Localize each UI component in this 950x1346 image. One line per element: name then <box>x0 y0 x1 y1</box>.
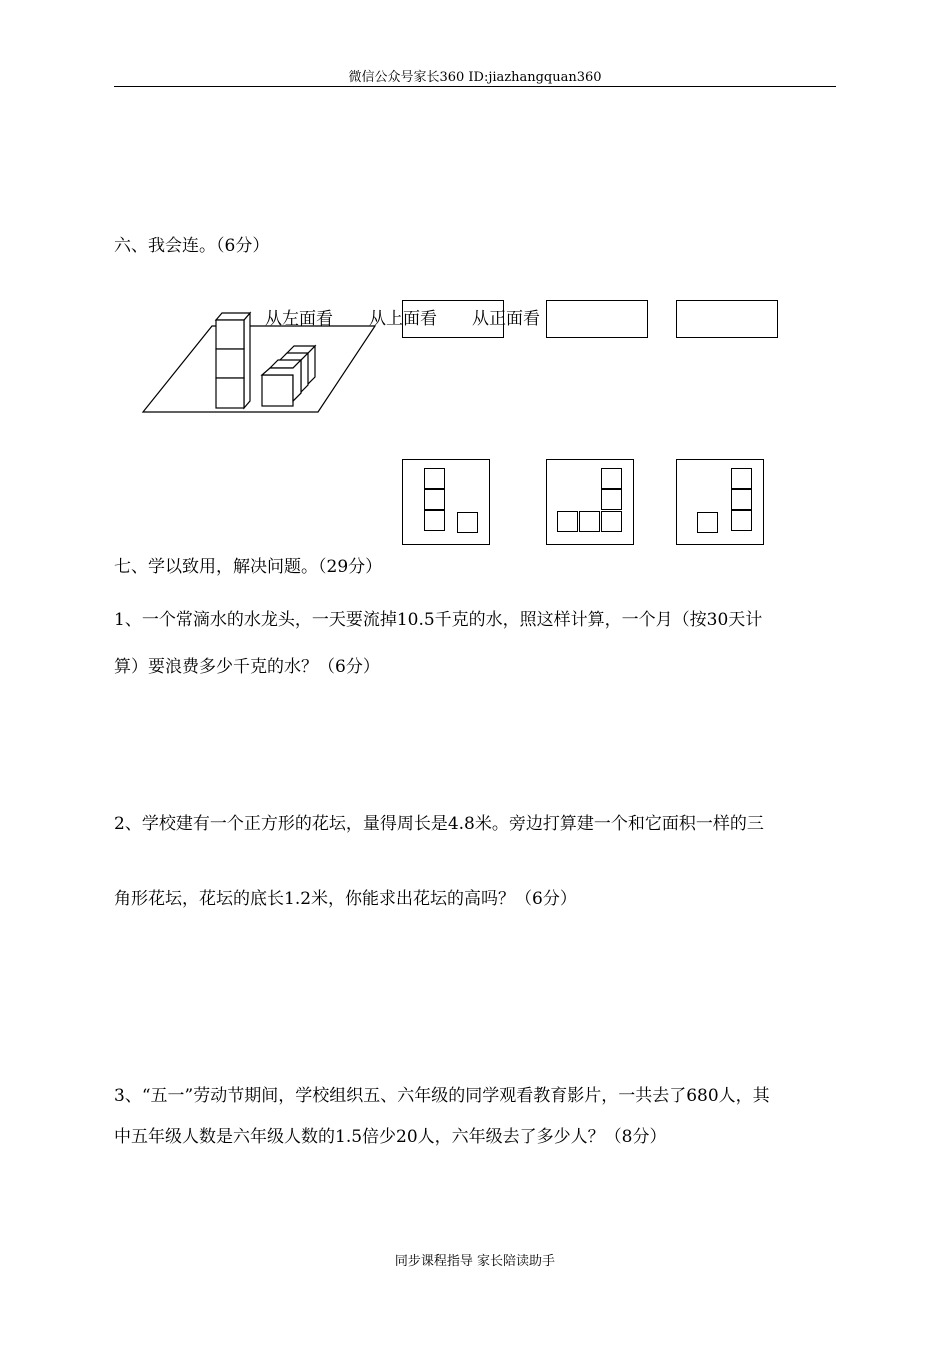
grid-square <box>731 510 752 531</box>
answer-box-left-view[interactable] <box>402 300 504 338</box>
grid-square <box>579 511 600 532</box>
answer-box-front-view[interactable] <box>676 300 778 338</box>
view-option-b[interactable] <box>546 459 634 545</box>
grid-square <box>424 510 445 531</box>
grid-square <box>424 489 445 510</box>
grid-square <box>457 512 478 533</box>
page-header: 微信公众号家长360 ID:jiazhangquan360 <box>348 70 602 85</box>
grid-square <box>697 512 718 533</box>
cube-stack-figure <box>138 305 378 417</box>
grid-square <box>424 468 445 489</box>
problem-3-line-1: 3、“五一”劳动节期间，学校组织五、六年级的同学观看教育影片，一共去了680人，其 <box>114 1086 770 1106</box>
grid-square <box>731 489 752 510</box>
view-option-a[interactable] <box>402 459 490 545</box>
tall-cube-column <box>216 313 250 408</box>
section-6-title: 六、我会连。（6分） <box>114 236 270 256</box>
problem-1-line-1: 1、一个常滴水的水龙头，一天要流掉10.5千克的水，照这样计算，一个月（按30天计 <box>114 610 763 630</box>
view-label-front: 从正面看 <box>472 309 540 329</box>
view-label-left: 从左面看 <box>265 309 333 329</box>
section-7-title: 七、学以致用，解决问题。（29分） <box>114 557 383 577</box>
problem-2-line-2: 角形花坛，花坛的底长1.2米，你能求出花坛的高吗？（6分） <box>114 889 577 909</box>
page-footer: 同步课程指导 家长陪读助手 <box>394 1254 556 1269</box>
grid-square <box>601 489 622 510</box>
view-label-top: 从上面看 <box>369 309 437 329</box>
grid-square <box>601 511 622 532</box>
problem-3-line-2: 中五年级人数是六年级人数的1.5倍少20人，六年级去了多少人？（8分） <box>114 1127 667 1147</box>
short-cube-row <box>262 346 315 406</box>
grid-square <box>557 511 578 532</box>
grid-square <box>601 468 622 489</box>
grid-square <box>731 468 752 489</box>
base-plane <box>143 326 375 412</box>
answer-box-top-view[interactable] <box>546 300 648 338</box>
problem-2-line-1: 2、学校建有一个正方形的花坛，量得周长是4.8米。旁边打算建一个和它面积一样的三 <box>114 814 764 834</box>
problem-1-line-2: 算）要浪费多少千克的水？（6分） <box>114 657 380 677</box>
header-divider <box>114 86 836 87</box>
view-option-c[interactable] <box>676 459 764 545</box>
